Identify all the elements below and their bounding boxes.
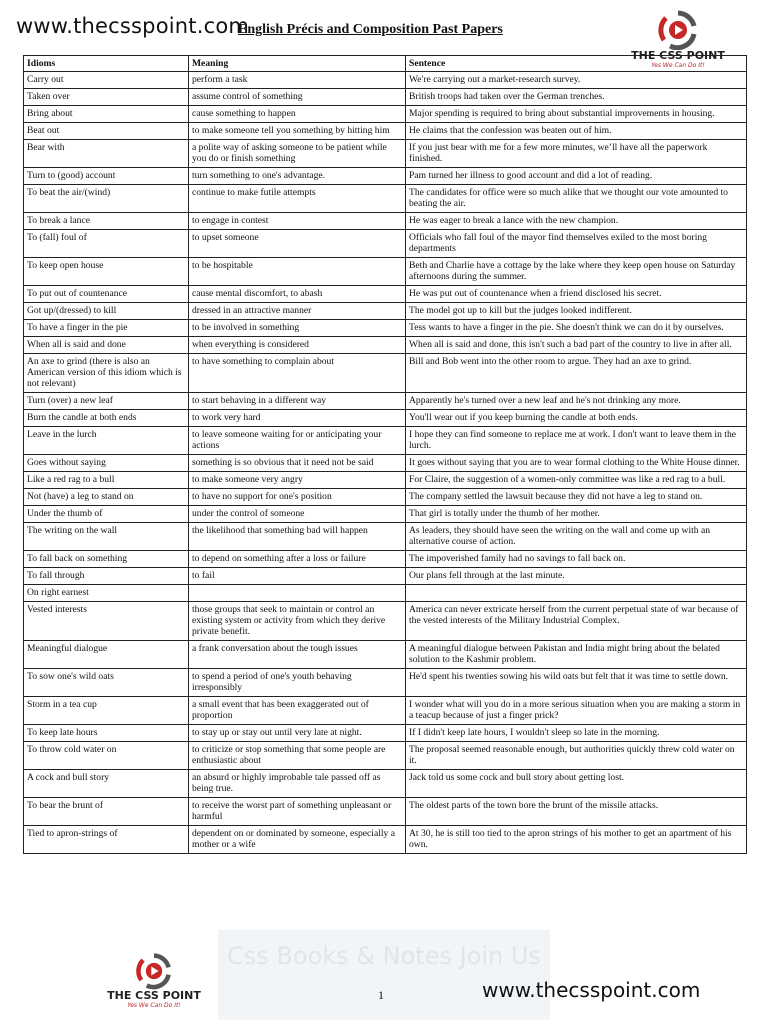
sentence-cell: It goes without saying that you are to wear formal clothing to the White House dinner. bbox=[406, 455, 747, 472]
site-url-header[interactable]: www.thecsspoint.com bbox=[16, 14, 250, 38]
meaning-cell: an absurd or highly improbable tale passed off as being true. bbox=[189, 770, 406, 798]
sentence-cell: Bill and Bob went into the other room to argue. They had an axe to grind. bbox=[406, 354, 747, 393]
sentence-cell: That girl is totally under the thumb of her mother. bbox=[406, 506, 747, 523]
meaning-cell: continue to make futile attempts bbox=[189, 185, 406, 213]
footer-brand-logo bbox=[106, 952, 202, 1018]
meaning-cell: when everything is considered bbox=[189, 337, 406, 354]
idiom-cell: Storm in a tea cup bbox=[24, 697, 189, 725]
meaning-cell: to leave someone waiting for or anticipating your actions bbox=[189, 427, 406, 455]
sentence-cell: He was put out of countenance when a friend disclosed his secret. bbox=[406, 286, 747, 303]
meaning-cell: to spend a period of one's youth behaving irresponsibly bbox=[189, 669, 406, 697]
table-row bbox=[24, 106, 747, 123]
meaning-cell: a small event that has been exaggerated out of proportion bbox=[189, 697, 406, 725]
sentence-cell: Apparently he's turned over a new leaf and he's not drinking any more. bbox=[406, 393, 747, 410]
idiom-cell: To keep open house bbox=[24, 258, 189, 286]
idiom-cell: To fall back on something bbox=[24, 551, 189, 568]
idiom-cell: Not (have) a leg to stand on bbox=[24, 489, 189, 506]
logo-text: THE CSS POINT bbox=[631, 49, 725, 62]
meaning-cell: to receive the worst part of something unpleasant or harmful bbox=[189, 798, 406, 826]
idiom-cell: Taken over bbox=[24, 89, 189, 106]
meaning-cell: to be hospitable bbox=[189, 258, 406, 286]
idiom-cell: To throw cold water on bbox=[24, 742, 189, 770]
table-row bbox=[24, 89, 747, 106]
meaning-cell: to make someone tell you something by hitting him bbox=[189, 123, 406, 140]
column-header-idioms: Idioms bbox=[24, 56, 189, 72]
table-row bbox=[24, 123, 747, 140]
page-number: 1 bbox=[378, 988, 384, 1002]
meaning-cell: to be involved in something bbox=[189, 320, 406, 337]
footer-logo-text: THE CSS POINT bbox=[107, 989, 201, 1002]
meaning-cell: cause something to happen bbox=[189, 106, 406, 123]
logo-tagline: Yes We Can Do It! bbox=[651, 62, 705, 69]
sentence-cell: The proposal seemed reasonable enough, but authorities quickly threw cold water on it. bbox=[406, 742, 747, 770]
sentence-cell: He'd spent his twenties sowing his wild oats but felt that it was time to settle down. bbox=[406, 669, 747, 697]
table-row bbox=[24, 472, 747, 489]
table-row bbox=[24, 742, 747, 770]
column-header-sentence: Sentence bbox=[406, 56, 747, 72]
sentence-cell: He claims that the confession was beaten out of him. bbox=[406, 123, 747, 140]
logo-emblem-icon bbox=[656, 10, 700, 50]
table-row bbox=[24, 641, 747, 669]
meaning-cell: to stay up or stay out until very late at night. bbox=[189, 725, 406, 742]
table-row bbox=[24, 798, 747, 826]
site-url-footer[interactable]: www.thecsspoint.com bbox=[482, 978, 701, 1002]
idiom-cell: Bear with bbox=[24, 140, 189, 168]
idiom-cell: Carry out bbox=[24, 72, 189, 89]
idiom-cell: To bear the brunt of bbox=[24, 798, 189, 826]
idiom-cell: Tied to apron-strings of bbox=[24, 826, 189, 854]
watermark-banner bbox=[218, 930, 550, 1020]
idiom-cell: Under the thumb of bbox=[24, 506, 189, 523]
table-row bbox=[24, 410, 747, 427]
meaning-cell: to work very hard bbox=[189, 410, 406, 427]
meaning-cell: dependent on or dominated by someone, especially a mother or a wife bbox=[189, 826, 406, 854]
table-row bbox=[24, 258, 747, 286]
sentence-cell bbox=[406, 585, 747, 602]
sentence-cell: Beth and Charlie have a cottage by the lake where they keep open house on Saturday afternoons during the summer. bbox=[406, 258, 747, 286]
idiom-cell: Like a red rag to a bull bbox=[24, 472, 189, 489]
sentence-cell: At 30, he is still too tied to the apron strings of his mother to get an apartment of his own. bbox=[406, 826, 747, 854]
idiom-cell: When all is said and done bbox=[24, 337, 189, 354]
idiom-cell: On right earnest bbox=[24, 585, 189, 602]
footer-logo-tagline: Yes We Can Do It! bbox=[127, 1002, 181, 1009]
sentence-cell: Major spending is required to bring about substantial improvements in housing. bbox=[406, 106, 747, 123]
table-body bbox=[24, 72, 747, 854]
table-row bbox=[24, 725, 747, 742]
table-row bbox=[24, 669, 747, 697]
idiom-cell: To put out of countenance bbox=[24, 286, 189, 303]
idiom-cell: Leave in the lurch bbox=[24, 427, 189, 455]
sentence-cell: For Claire, the suggestion of a women-only committee was like a red rag to a bull. bbox=[406, 472, 747, 489]
meaning-cell: those groups that seek to maintain or control an existing system or activity from which they derive private benefit. bbox=[189, 602, 406, 641]
idiom-cell: To have a finger in the pie bbox=[24, 320, 189, 337]
idiom-cell: To break a lance bbox=[24, 213, 189, 230]
meaning-cell: to start behaving in a different way bbox=[189, 393, 406, 410]
meaning-cell: cause mental discomfort, to abash bbox=[189, 286, 406, 303]
sentence-cell: We're carrying out a market-research survey. bbox=[406, 72, 747, 89]
meaning-cell: to upset someone bbox=[189, 230, 406, 258]
table-row bbox=[24, 602, 747, 641]
table-row bbox=[24, 523, 747, 551]
idiom-cell: Turn (over) a new leaf bbox=[24, 393, 189, 410]
idiom-cell: Beat out bbox=[24, 123, 189, 140]
sentence-cell: America can never extricate herself from the current perpetual state of war because of the vested interests of the Military Industrial Complex. bbox=[406, 602, 747, 641]
table-row bbox=[24, 697, 747, 725]
meaning-cell: to have no support for one's position bbox=[189, 489, 406, 506]
meaning-cell: to engage in contest bbox=[189, 213, 406, 230]
idiom-cell: Got up/(dressed) to kill bbox=[24, 303, 189, 320]
idiom-cell: Meaningful dialogue bbox=[24, 641, 189, 669]
meaning-cell: to make someone very angry bbox=[189, 472, 406, 489]
meaning-cell: to depend on something after a loss or failure bbox=[189, 551, 406, 568]
meaning-cell: a frank conversation about the tough issues bbox=[189, 641, 406, 669]
meaning-cell: assume control of something bbox=[189, 89, 406, 106]
table-row bbox=[24, 354, 747, 393]
table-row bbox=[24, 770, 747, 798]
sentence-cell: I wonder what will you do in a more serious situation when you are making a storm in a teacup because of just a finger prick? bbox=[406, 697, 747, 725]
sentence-cell: You'll wear out if you keep burning the candle at both ends. bbox=[406, 410, 747, 427]
table-row bbox=[24, 185, 747, 213]
table-row bbox=[24, 230, 747, 258]
meaning-cell: something is so obvious that it need not be said bbox=[189, 455, 406, 472]
meaning-cell: to criticize or stop something that some people are enthusiastic about bbox=[189, 742, 406, 770]
table-row bbox=[24, 213, 747, 230]
sentence-cell: The company settled the lawsuit because they did not have a leg to stand on. bbox=[406, 489, 747, 506]
sentence-cell: As leaders, they should have seen the writing on the wall and come up with an alternative course of action. bbox=[406, 523, 747, 551]
table-row bbox=[24, 286, 747, 303]
sentence-cell: The model got up to kill but the judges looked indifferent. bbox=[406, 303, 747, 320]
meaning-cell: dressed in an attractive manner bbox=[189, 303, 406, 320]
idiom-cell: Bring about bbox=[24, 106, 189, 123]
idiom-cell: To keep late hours bbox=[24, 725, 189, 742]
table-row bbox=[24, 826, 747, 854]
sentence-cell: The oldest parts of the town bore the brunt of the missile attacks. bbox=[406, 798, 747, 826]
sentence-cell: Jack told us some cock and bull story about getting lost. bbox=[406, 770, 747, 798]
meaning-cell: to have something to complain about bbox=[189, 354, 406, 393]
idiom-cell: Turn to (good) account bbox=[24, 168, 189, 185]
sentence-cell: He was eager to break a lance with the new champion. bbox=[406, 213, 747, 230]
sentence-cell: A meaningful dialogue between Pakistan and India might bring about the belated solution to the Kashmir problem. bbox=[406, 641, 747, 669]
sentence-cell: Officials who fall foul of the mayor find themselves exiled to the most boring departments bbox=[406, 230, 747, 258]
idiom-cell: To (fall) foul of bbox=[24, 230, 189, 258]
idiom-cell: Goes without saying bbox=[24, 455, 189, 472]
sentence-cell: If you just bear with me for a few more minutes, we’ll have all the paperwork finished. bbox=[406, 140, 747, 168]
meaning-cell: a polite way of asking someone to be patient while you do or finish something bbox=[189, 140, 406, 168]
table-row bbox=[24, 72, 747, 89]
meaning-cell: to fail bbox=[189, 568, 406, 585]
table-row bbox=[24, 337, 747, 354]
sentence-cell: British troops had taken over the German trenches. bbox=[406, 89, 747, 106]
sentence-cell: Our plans fell through at the last minute. bbox=[406, 568, 747, 585]
sentence-cell: The candidates for office were so much alike that we thought our vote amounted to beating the air. bbox=[406, 185, 747, 213]
table-row bbox=[24, 585, 747, 602]
meaning-cell: the likelihood that something bad will happen bbox=[189, 523, 406, 551]
sentence-cell: Pam turned her illness to good account and did a lot of reading. bbox=[406, 168, 747, 185]
table-row bbox=[24, 506, 747, 523]
sentence-cell: I hope they can find someone to replace me at work. I don't want to leave them in the lurch. bbox=[406, 427, 747, 455]
footer-logo-emblem-icon bbox=[134, 952, 174, 990]
idioms-table bbox=[23, 55, 747, 854]
meaning-cell: perform a task bbox=[189, 72, 406, 89]
column-header-meaning: Meaning bbox=[189, 56, 406, 72]
idiom-cell: To sow one's wild oats bbox=[24, 669, 189, 697]
meaning-cell bbox=[189, 585, 406, 602]
table-row bbox=[24, 393, 747, 410]
idioms-table-container bbox=[23, 55, 746, 854]
table-row bbox=[24, 320, 747, 337]
sentence-cell: If I didn't keep late hours, I wouldn't sleep so late in the morning. bbox=[406, 725, 747, 742]
table-header-row bbox=[24, 56, 747, 72]
table-row bbox=[24, 140, 747, 168]
sentence-cell: Tess wants to have a finger in the pie. She doesn't think we can do it by ourselves. bbox=[406, 320, 747, 337]
table-row bbox=[24, 489, 747, 506]
meaning-cell: turn something to one's advantage. bbox=[189, 168, 406, 185]
table-row bbox=[24, 568, 747, 585]
table-row bbox=[24, 303, 747, 320]
page-title: English Précis and Composition Past Papers bbox=[238, 22, 503, 37]
watermark-text: Css Books & Notes Join Us bbox=[227, 942, 541, 970]
idiom-cell: To fall through bbox=[24, 568, 189, 585]
table-row bbox=[24, 455, 747, 472]
meaning-cell: under the control of someone bbox=[189, 506, 406, 523]
idiom-cell: To beat the air/(wind) bbox=[24, 185, 189, 213]
sentence-cell: When all is said and done, this isn't such a bad part of the country to live in after all. bbox=[406, 337, 747, 354]
table-row bbox=[24, 427, 747, 455]
sentence-cell: The impoverished family had no savings to fall back on. bbox=[406, 551, 747, 568]
idiom-cell: An axe to grind (there is also an American version of this idiom which is not relevant) bbox=[24, 354, 189, 393]
table-row bbox=[24, 168, 747, 185]
idiom-cell: The writing on the wall bbox=[24, 523, 189, 551]
idiom-cell: Vested interests bbox=[24, 602, 189, 641]
table-row bbox=[24, 551, 747, 568]
idiom-cell: A cock and bull story bbox=[24, 770, 189, 798]
idiom-cell: Burn the candle at both ends bbox=[24, 410, 189, 427]
